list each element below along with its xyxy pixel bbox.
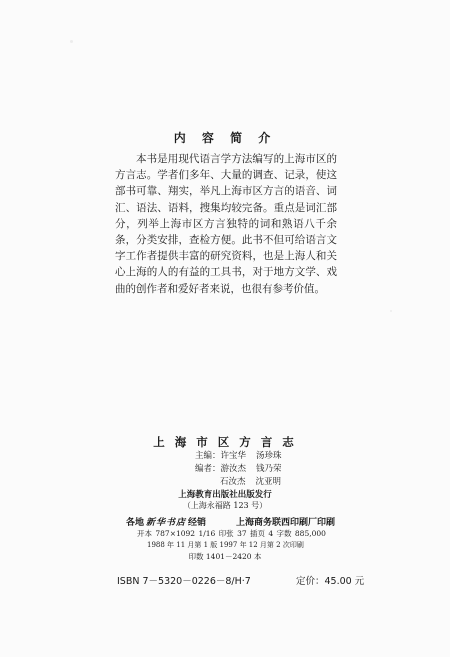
- isbn-price-line: [117, 573, 365, 587]
- price: 定价：45.00 元: [296, 576, 365, 587]
- publisher: 上海教育出版社出版发行: [178, 490, 272, 500]
- print-run: 印数 1401－2420 本: [188, 552, 262, 561]
- summary-heading: 内 容 简 介: [173, 131, 277, 145]
- chief-editors-label: 主编：: [195, 451, 221, 461]
- publisher-address: （上海永福路 123 号）: [182, 501, 268, 510]
- printer: 上海商务联西印刷厂印刷: [236, 518, 336, 528]
- format-specs: 开本 787×1092 1/16 印张 37 插页 4 字数 885,000: [137, 529, 326, 538]
- chief-editor-name: 汤珍珠: [256, 451, 282, 461]
- writer-name: 游汝杰: [220, 464, 247, 474]
- distribution-suffix: 经销: [188, 518, 207, 528]
- chief-editors-line: [195, 449, 282, 461]
- writer-name: 钱乃荣: [256, 464, 282, 474]
- xinhua-bookstore-seal: 新华书店: [146, 518, 187, 528]
- edition-info: 1988 年 11 月第 1 版 1997 年 12 月第 2 次印刷: [147, 541, 304, 549]
- isbn: ISBN 7－5320－0226－8/H·7: [117, 576, 251, 587]
- writers-line: [195, 462, 282, 474]
- writers-label: 编者：: [195, 464, 221, 474]
- distribution-text: [126, 515, 206, 528]
- writer-name: 石汝杰: [220, 477, 246, 487]
- summary-paragraph: 本书是用现代语言学方法编写的上海市区的方言志。学者们多年、大量的调查、记录，使这部书可靠、翔实，举凡上海市区方言的语音、词汇、语法、语料，搜集均较完备。重点是词汇部分，列举上海市区方言独特的词和熟语八千余条，分类安排，查检方便。此书不但可给语言文字工作者提供丰富的研究资料，也是上海人和关心上海的人的有益的工具书，对于地方文学、戏曲的创作者和爱好者来说，也很有参考价值。: [115, 153, 337, 295]
- writer-name: 沈亚明: [255, 477, 282, 487]
- chief-editor-name: 许宝华: [220, 451, 247, 461]
- summary-text-block: [115, 151, 337, 297]
- writers-line-2: [220, 475, 281, 487]
- distribution-prefix: 各地: [126, 518, 145, 528]
- colophon-book-title: 上 海 市 区 方 言 志: [153, 435, 297, 449]
